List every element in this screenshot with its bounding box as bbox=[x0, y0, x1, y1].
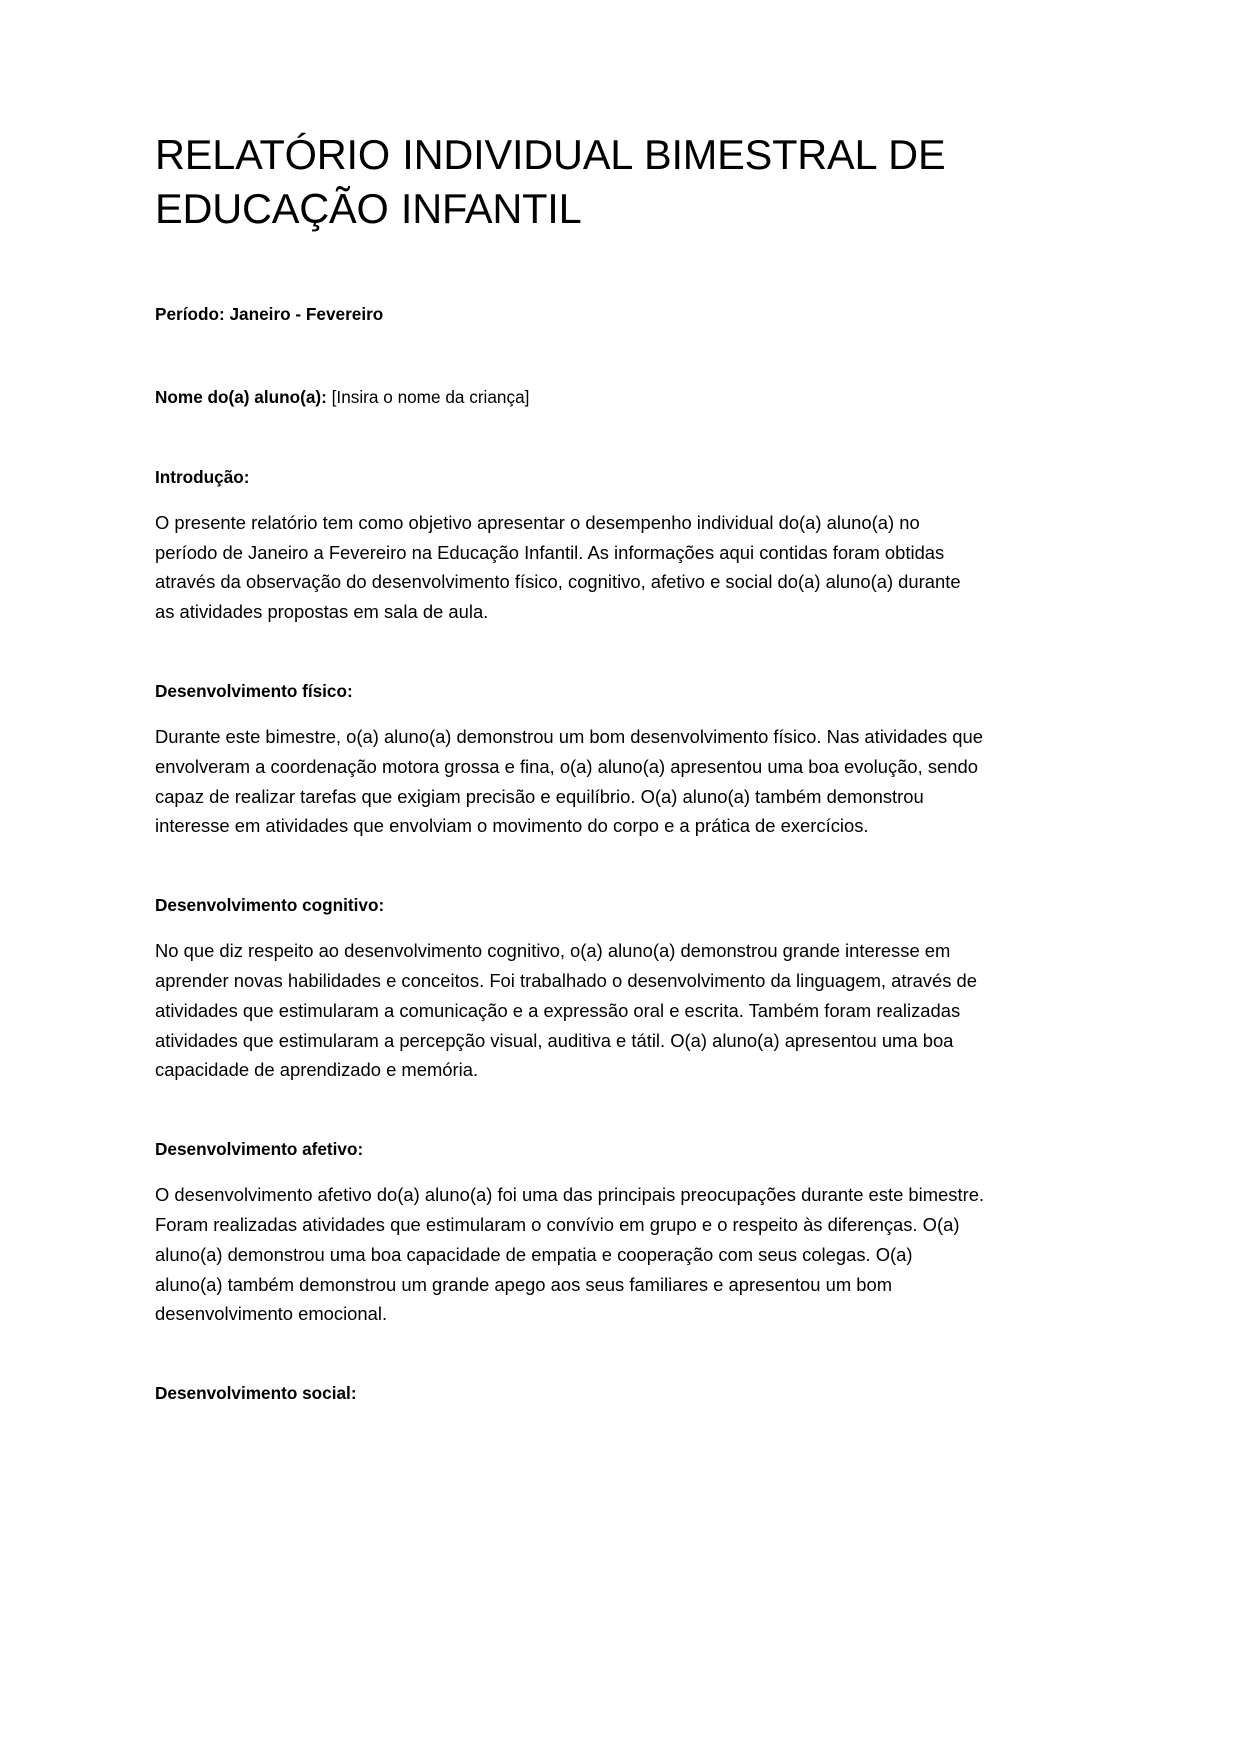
spacer bbox=[155, 918, 985, 936]
period-line bbox=[155, 302, 985, 327]
section-heading-desenvolvimento-cognitivo: Desenvolvimento cognitivo: bbox=[155, 895, 385, 916]
section-heading-desenvolvimento-afetivo: Desenvolvimento afetivo: bbox=[155, 1139, 364, 1160]
student-name-value: [Insira o nome da criança] bbox=[331, 386, 530, 407]
period-value: Janeiro - Fevereiro bbox=[229, 303, 384, 324]
spacer bbox=[155, 236, 985, 302]
student-name-label: Nome do(a) aluno(a): bbox=[155, 386, 327, 407]
section-body-desenvolvimento-fisico: Durante este bimestre, o(a) aluno(a) demonstrou um bom desenvolvimento físico. Nas atividades que envolveram a coordenação motora grossa e fina, o(a) aluno(a) apresentou uma boa evolução, sendo capaz de realizar tarefas que exigiam precisão e equilíbrio. O(a) aluno(a) também demonstrou interesse em atividades que envolviam o movimento do corpo e a prática de exercícios. bbox=[155, 725, 983, 837]
spacer bbox=[155, 1085, 985, 1137]
section-heading-desenvolvimento-social: Desenvolvimento social: bbox=[155, 1383, 357, 1404]
section-body-desenvolvimento-afetivo: O desenvolvimento afetivo do(a) aluno(a) foi uma das principais preocupações durante este bimestre. Foram realizadas atividades que estimularam o convívio em grupo e o respeito às diferenças. O(a) aluno(a) demonstrou uma boa capacidade de empatia e cooperação com seus colegas. O(a) aluno(a) também demonstrou um grande apego aos seus familiares e apresentou um bom desenvolvimento emocional. bbox=[155, 1184, 985, 1325]
document-content bbox=[155, 128, 985, 1406]
spacer bbox=[155, 490, 985, 508]
section-body-introducao: O presente relatório tem como objetivo apresentar o desempenho individual do(a) aluno(a) no período de Janeiro a Fevereiro na Educação Infantil. As informações aqui contidas foram obtidas através da observação do desenvolvimento físico, cognitivo, afetivo e social do(a) aluno(a) durante as atividades propostas em sala de aula. bbox=[155, 511, 961, 623]
period-label: Período: bbox=[155, 303, 225, 324]
spacer bbox=[155, 704, 985, 722]
spacer bbox=[155, 410, 985, 465]
section-heading-desenvolvimento-fisico: Desenvolvimento físico: bbox=[155, 680, 353, 701]
page-title: RELATÓRIO INDIVIDUAL BIMESTRAL DE EDUCAÇÃO INFANTIL bbox=[155, 131, 946, 232]
spacer bbox=[155, 327, 985, 385]
spacer bbox=[155, 841, 985, 893]
section-heading-introducao: Introdução: bbox=[155, 466, 250, 487]
student-name-line bbox=[155, 385, 985, 410]
spacer bbox=[155, 1329, 985, 1381]
spacer bbox=[155, 1162, 985, 1180]
spacer bbox=[155, 627, 985, 679]
section-body-desenvolvimento-cognitivo: No que diz respeito ao desenvolvimento cognitivo, o(a) aluno(a) demonstrou grande interesse em aprender novas habilidades e conceitos. Foi trabalhado o desenvolvimento da linguagem, através de atividades que estimularam a comunicação e a expressão oral e escrita. Também foram realizadas atividades que estimularam a percepção visual, auditiva e tátil. O(a) aluno(a) apresentou uma boa capacidade de aprendizado e memória. bbox=[155, 940, 977, 1081]
